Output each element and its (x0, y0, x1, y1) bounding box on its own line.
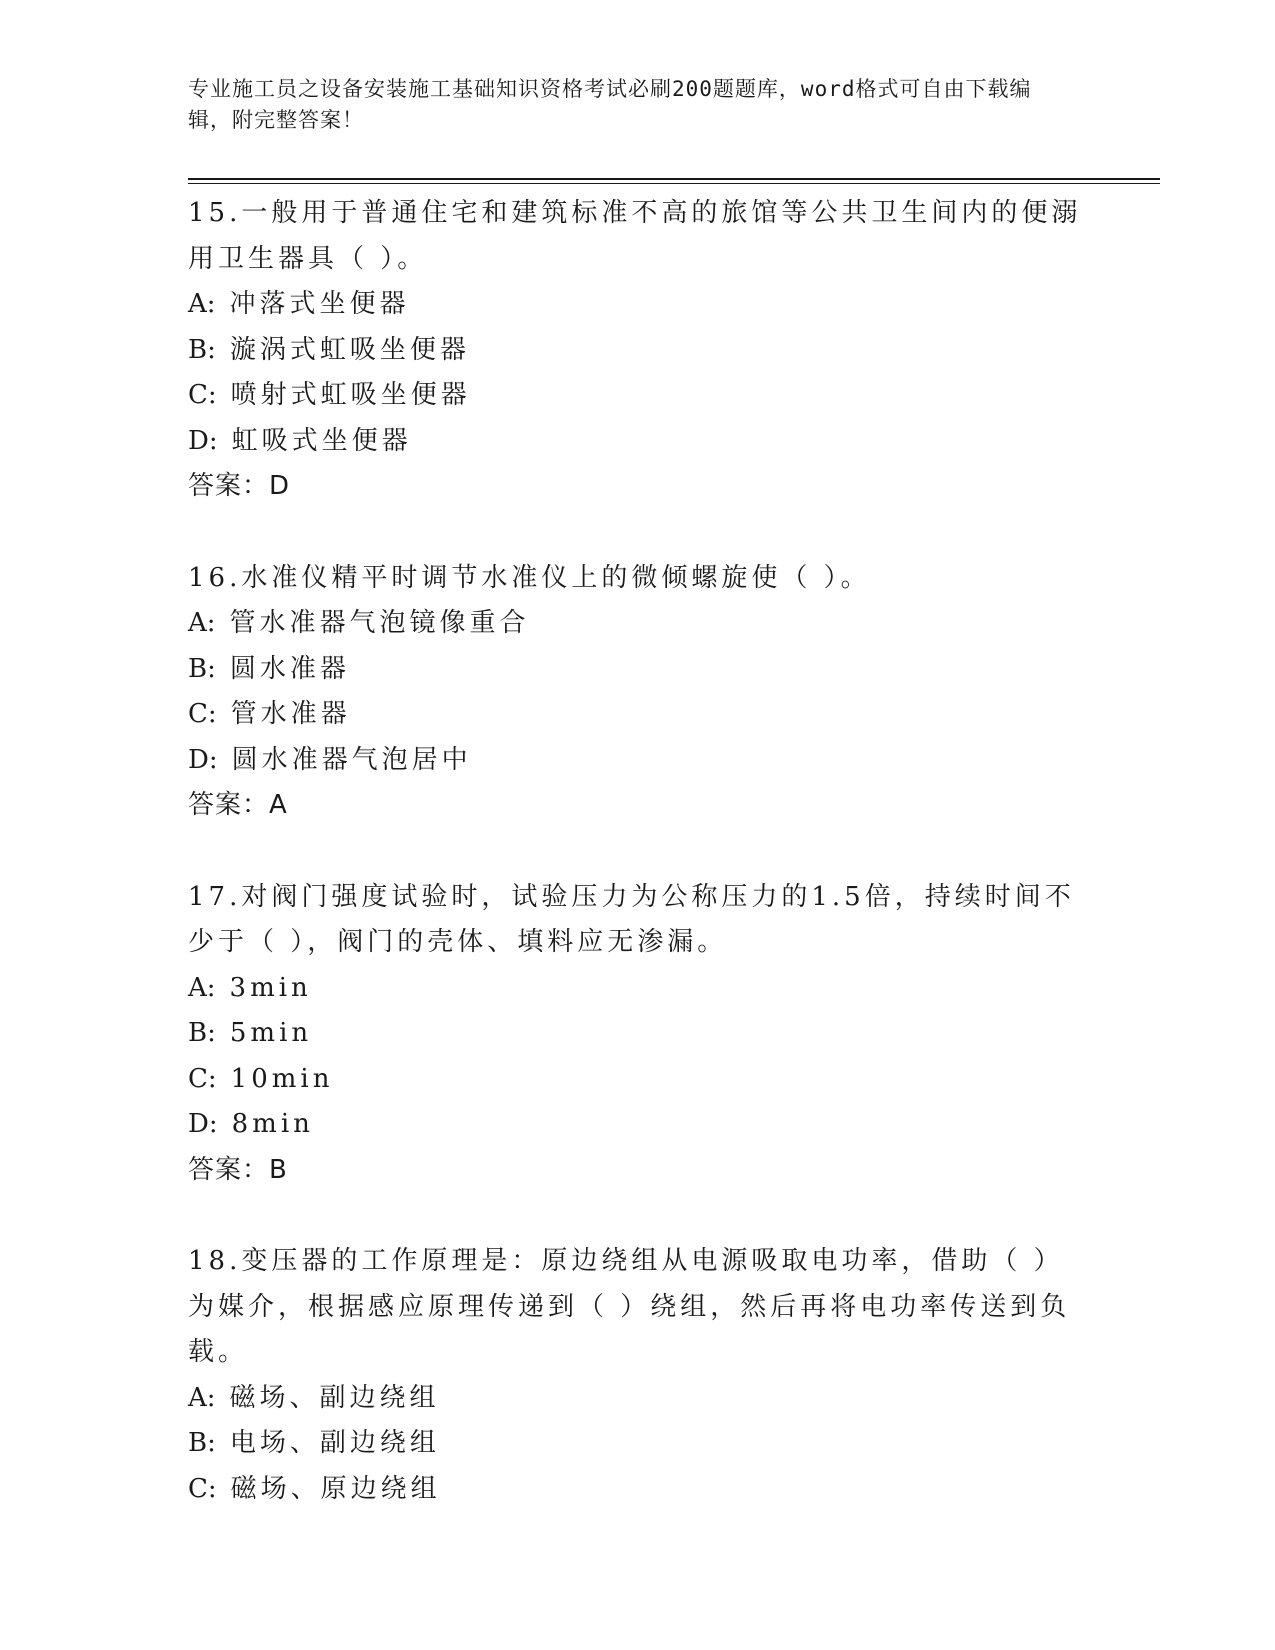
option-separator: : (206, 972, 216, 1003)
option-text: 电场、副边绕组 (229, 1428, 440, 1458)
option-d (188, 419, 1088, 465)
question-list (188, 191, 1088, 1558)
option-letter: D (188, 744, 209, 775)
option-text: 圆水准器 (229, 653, 350, 684)
option-separator: : (208, 425, 218, 456)
option-c (188, 1057, 1088, 1103)
question-16 (188, 556, 1088, 829)
option-separator: : (206, 1382, 216, 1413)
option-a (188, 601, 1088, 647)
option-c (188, 692, 1088, 738)
option-letter: C (188, 699, 208, 729)
option-letter: C (188, 380, 208, 410)
option-text: 喷射式虹吸坐便器 (230, 380, 471, 410)
question-stem: 17.对阀门强度试验时，试验压力为公称压力的1.5倍，持续时间不少于（ ），阀门的壳体、填料应无渗漏。 (188, 881, 1075, 957)
option-c (188, 1467, 1088, 1513)
option-text: 管水准器气泡镜像重合 (229, 608, 530, 638)
option-b (188, 1011, 1088, 1057)
option-separator: : (206, 289, 216, 319)
option-separator: : (207, 334, 216, 365)
question-18 (188, 1239, 1088, 1512)
option-separator: : (207, 1428, 216, 1458)
answer-line: 答案：B (188, 1154, 288, 1185)
option-separator: : (207, 653, 216, 684)
option-text: 磁场、原边绕组 (230, 1473, 441, 1504)
option-separator: : (207, 1018, 216, 1048)
question-stem: 16.水准仪精平时调节水准仪上的微倾螺旋使（ ）。 (188, 562, 871, 593)
option-b (188, 1421, 1088, 1467)
option-c (188, 373, 1088, 419)
option-letter: A (188, 289, 207, 319)
option-text: 8min (231, 1109, 314, 1139)
header-rule-thick (188, 178, 1160, 180)
option-a (188, 1376, 1088, 1422)
option-letter: A (188, 608, 207, 638)
option-text: 冲落式坐便器 (229, 289, 410, 319)
option-text: 5min (229, 1018, 313, 1048)
option-letter: C (188, 1473, 208, 1504)
option-d (188, 1102, 1088, 1148)
option-separator: : (207, 380, 217, 410)
option-separator: : (208, 1109, 218, 1139)
option-text: 圆水准器气泡居中 (231, 744, 472, 775)
option-text: 磁场、副边绕组 (229, 1382, 440, 1413)
option-text: 漩涡式虹吸坐便器 (229, 334, 470, 365)
header-rule-thin (188, 183, 1160, 184)
option-letter: B (188, 653, 208, 684)
option-letter: D (188, 425, 209, 456)
option-separator: : (206, 608, 216, 638)
option-letter: B (188, 1018, 208, 1048)
option-separator: : (207, 1473, 217, 1504)
question-stem: 18.变压器的工作原理是：原边绕组从电源吸取电功率，借助（ ）为媒介，根据感应原理传递到（ ）绕组，然后再将电功率传送到负载。 (188, 1246, 1071, 1367)
option-letter: D (188, 1109, 209, 1139)
option-a (188, 966, 1088, 1012)
option-letter: B (188, 1428, 208, 1458)
option-letter: A (188, 972, 207, 1003)
option-text: 10min (230, 1063, 334, 1094)
option-separator: : (207, 1063, 217, 1094)
option-b (188, 647, 1088, 693)
question-17 (188, 875, 1088, 1194)
option-text: 管水准器 (230, 699, 351, 729)
option-letter: A (188, 1382, 207, 1413)
question-15 (188, 191, 1088, 510)
question-stem: 15.一般用于普通住宅和建筑标准不高的旅馆等公共卫生间内的便溺用卫生器具（ ）。 (188, 198, 1082, 274)
option-separator: : (207, 699, 217, 729)
option-d (188, 738, 1088, 784)
document-header: 专业施工员之设备安装施工基础知识资格考试必刷200题题库，word格式可自由下载编辑，附完整答案！ (188, 77, 1032, 132)
option-letter: C (188, 1063, 208, 1094)
option-text: 3min (229, 972, 312, 1003)
option-letter: B (188, 334, 208, 365)
option-separator: : (208, 744, 218, 775)
option-text: 虹吸式坐便器 (231, 425, 412, 456)
answer-line: 答案：D (188, 471, 291, 501)
option-a (188, 282, 1088, 328)
option-b (188, 328, 1088, 374)
answer-line: 答案：A (188, 790, 288, 820)
